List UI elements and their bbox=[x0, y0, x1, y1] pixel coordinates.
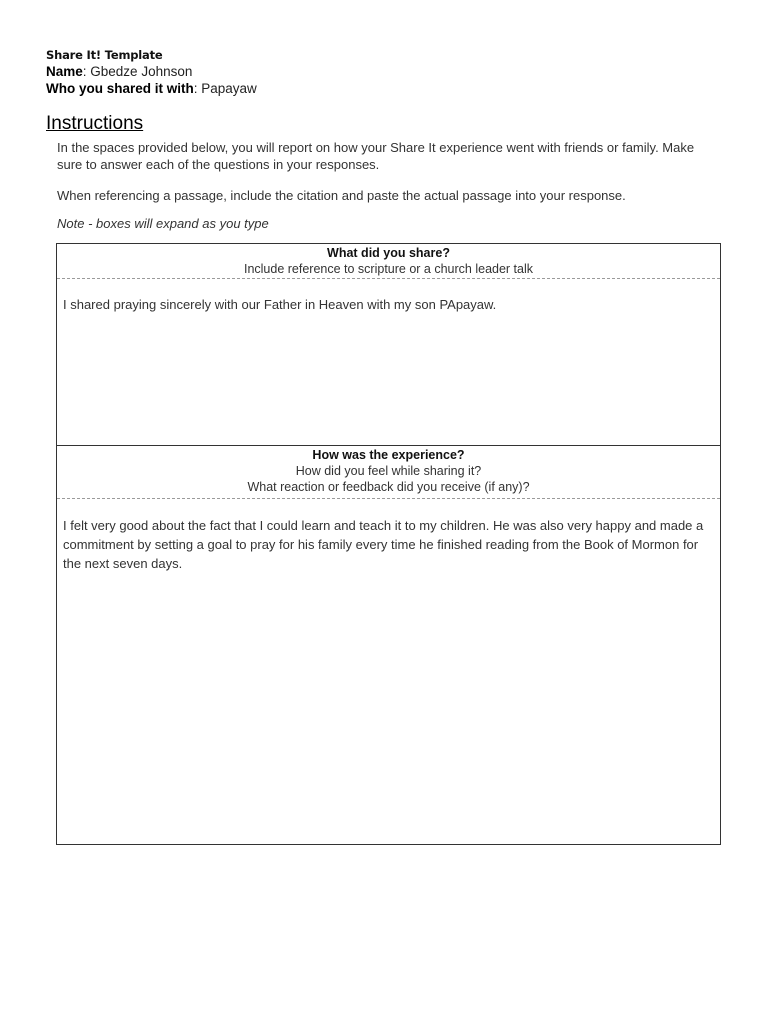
section-2-answer-box[interactable]: I felt very good about the fact that I could learn and teach it to my children. He was also very happy and made a commitment by setting a goal to pray for his family every time he finished reading from the Book of Mormon for the next seven days. bbox=[63, 518, 704, 571]
section-2-subtext-1: How did you feel while sharing it? bbox=[295, 464, 482, 478]
instructions-note: Note - boxes will expand as you type bbox=[57, 216, 269, 231]
name-value: : Gbedze Johnson bbox=[82, 64, 193, 79]
section-2-header bbox=[57, 446, 720, 498]
instructions-paragraph-1: In the spaces provided below, you will report on how your Share It experience went with friends or family. Make sure to answer each of the questions in your responses. bbox=[57, 140, 695, 172]
shared-with-line bbox=[46, 81, 257, 96]
name-label: Name bbox=[46, 64, 83, 79]
shared-with-label: Who you shared it with bbox=[46, 81, 194, 96]
document-title: Share It! Template bbox=[46, 48, 163, 62]
section-2-question: How was the experience? bbox=[312, 448, 465, 462]
section-1-header bbox=[57, 244, 720, 278]
share-report-form bbox=[56, 243, 721, 845]
shared-with-value: : Papayaw bbox=[193, 81, 257, 96]
instructions-heading: Instructions bbox=[46, 113, 144, 134]
section-2-subtext-2: What reaction or feedback did you receive (if any)? bbox=[247, 480, 530, 494]
instructions-paragraph-2: When referencing a passage, include the citation and paste the actual passage into your response. bbox=[57, 188, 626, 203]
name-line bbox=[46, 64, 192, 79]
section-1-question: What did you share? bbox=[327, 246, 450, 260]
section-1-answer-box[interactable]: I shared praying sincerely with our Father in Heaven with my son PApayaw. bbox=[63, 297, 497, 312]
instructions-body bbox=[57, 139, 717, 231]
section-1-subtext: Include reference to scripture or a church leader talk bbox=[243, 262, 534, 276]
